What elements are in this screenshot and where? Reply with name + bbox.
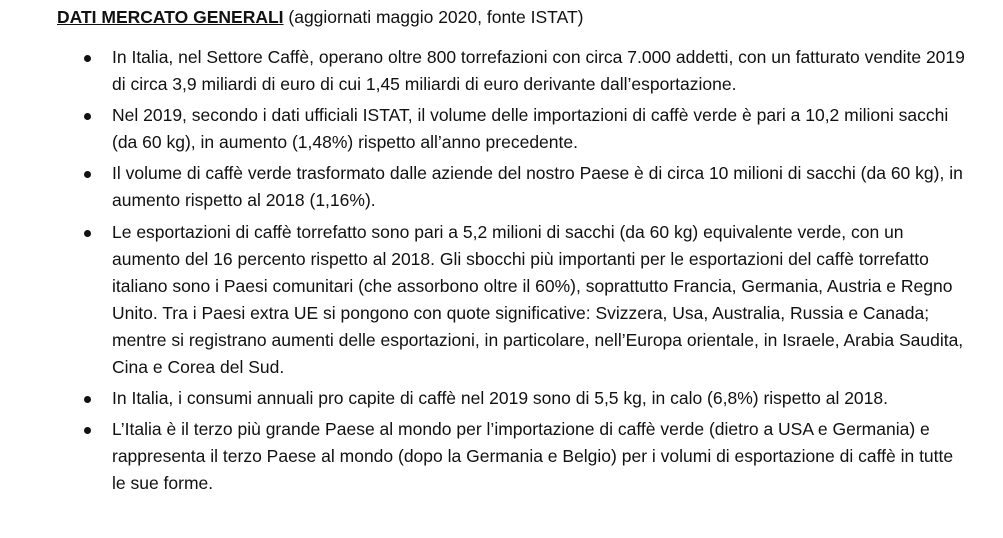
bullet-text: Nel 2019, secondo i dati ufficiali ISTAT, il volume delle importazioni di caffè verde è pari a 10,2 milioni sacchi (da 60 kg), in aumento (1,48%) rispetto all’anno precedente. xyxy=(112,105,949,153)
bullet-item-2 xyxy=(57,102,969,156)
bullet-icon xyxy=(84,55,91,62)
bullet-item-1 xyxy=(57,44,969,98)
bullet-text: Il volume di caffè verde trasformato dalle aziende del nostro Paese è di circa 10 milioni di sacchi (da 60 kg), in aumento rispetto al 2018 (1,16%). xyxy=(112,163,963,211)
bullet-item-4 xyxy=(57,219,969,382)
bullet-icon xyxy=(84,230,91,237)
bullet-list xyxy=(57,44,983,498)
bullet-item-5 xyxy=(57,385,969,412)
bullet-icon xyxy=(84,427,91,434)
bullet-icon xyxy=(84,113,91,120)
bullet-text: L’Italia è il terzo più grande Paese al mondo per l’importazione di caffè verde (dietro a USA e Germania) e rappresenta il terzo Paese al mondo (dopo la Germania e Belgio) per i volumi di esportazione di caffè in tutte le sue forme. xyxy=(112,419,954,494)
heading-subtitle: (aggiornati maggio 2020, fonte ISTAT) xyxy=(283,7,584,27)
heading-title: DATI MERCATO GENERALI xyxy=(57,7,284,27)
section-heading xyxy=(57,6,983,28)
bullet-item-6 xyxy=(57,416,969,497)
bullet-item-3 xyxy=(57,160,969,214)
bullet-icon xyxy=(84,171,91,178)
bullet-text: Le esportazioni di caffè torrefatto sono pari a 5,2 milioni di sacchi (da 60 kg) equivalente verde, con un aumento del 16 percento rispetto al 2018. Gli sbocchi più importanti per le esportazioni del caffè torrefatto italiano sono i Paesi comunitari (che assorbono oltre il 60%), soprattutto Francia, Germania, Austria e Regno Unito. Tra i Paesi extra UE si pongono con quote significative: Svizzera, Usa, Australia, Russia e Canada; mentre si registrano aumenti delle esportazioni, in particolare, nell’Europa orientale, in Israele, Arabia Saudita, Cina e Corea del Sud. xyxy=(112,221,964,378)
bullet-icon xyxy=(84,396,91,403)
bullet-text: In Italia, i consumi annuali pro capite di caffè nel 2019 sono di 5,5 kg, in calo (6,8%) rispetto al 2018. xyxy=(112,388,888,409)
bullet-text: In Italia, nel Settore Caffè, operano oltre 800 torrefazioni con circa 7.000 addetti, con un fatturato vendite 2019 di circa 3,9 miliardi di euro di cui 1,45 miliardi di euro derivante dall’esportazione. xyxy=(112,47,965,95)
